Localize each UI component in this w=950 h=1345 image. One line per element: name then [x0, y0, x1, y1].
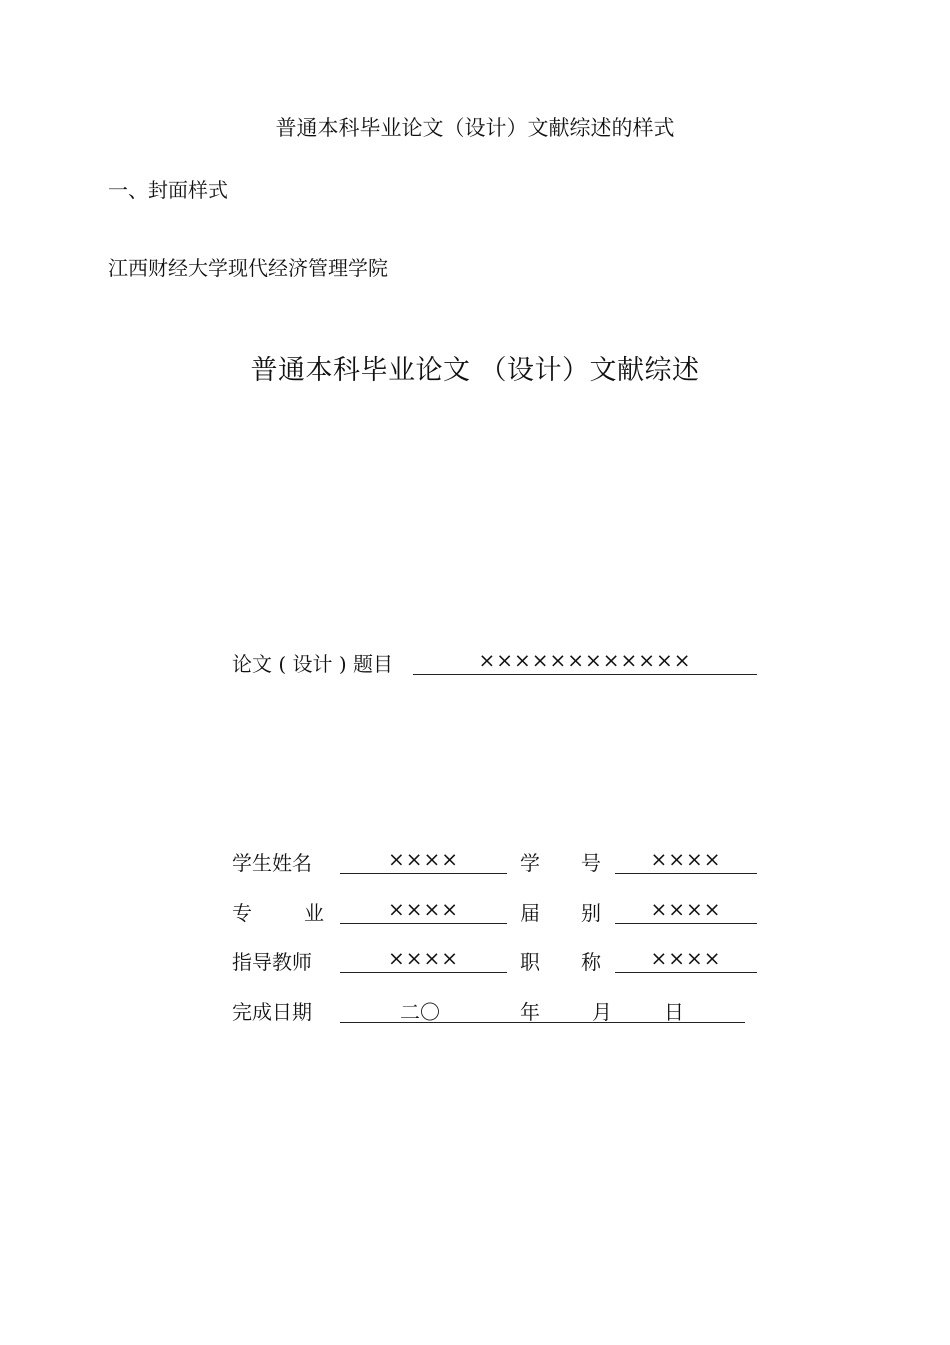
month-unit: 月 [592, 1000, 612, 1024]
section-heading: 一、封面样式 [108, 178, 228, 202]
title-label-char-2: 称 [581, 950, 601, 974]
year-prefix: 二〇 [400, 1000, 440, 1024]
student-id-label-char-2: 号 [581, 851, 601, 875]
major-label-char-1: 专 [232, 901, 252, 925]
completion-date-label: 完成日期 [232, 1000, 312, 1024]
topic-field[interactable]: ×××××××××××× [413, 648, 757, 675]
title-field[interactable]: ×××× [615, 946, 757, 973]
grade-label-char-1: 届 [520, 901, 540, 925]
page-title: 普通本科毕业论文（设计）文献综述的样式 [275, 116, 675, 140]
topic-label: 论文 ( 设计 ) 题目 [232, 652, 394, 676]
advisor-field[interactable]: ×××× [340, 946, 507, 973]
major-field[interactable]: ×××× [340, 897, 507, 924]
cover-title: 普通本科毕业论文 （设计）文献综述 [250, 355, 700, 386]
title-label-char-1: 职 [520, 950, 540, 974]
advisor-label: 指导教师 [232, 950, 312, 974]
student-name-field[interactable]: ×××× [340, 847, 507, 874]
year-unit: 年 [520, 1000, 540, 1024]
student-id-field[interactable]: ×××× [615, 847, 757, 874]
major-label-char-2: 业 [304, 901, 324, 925]
student-name-label: 学生姓名 [232, 851, 312, 875]
grade-field[interactable]: ×××× [615, 897, 757, 924]
day-unit: 日 [664, 1000, 684, 1024]
student-id-label-char-1: 学 [520, 851, 540, 875]
school-name: 江西财经大学现代经济管理学院 [108, 256, 388, 280]
grade-label-char-2: 别 [581, 901, 601, 925]
